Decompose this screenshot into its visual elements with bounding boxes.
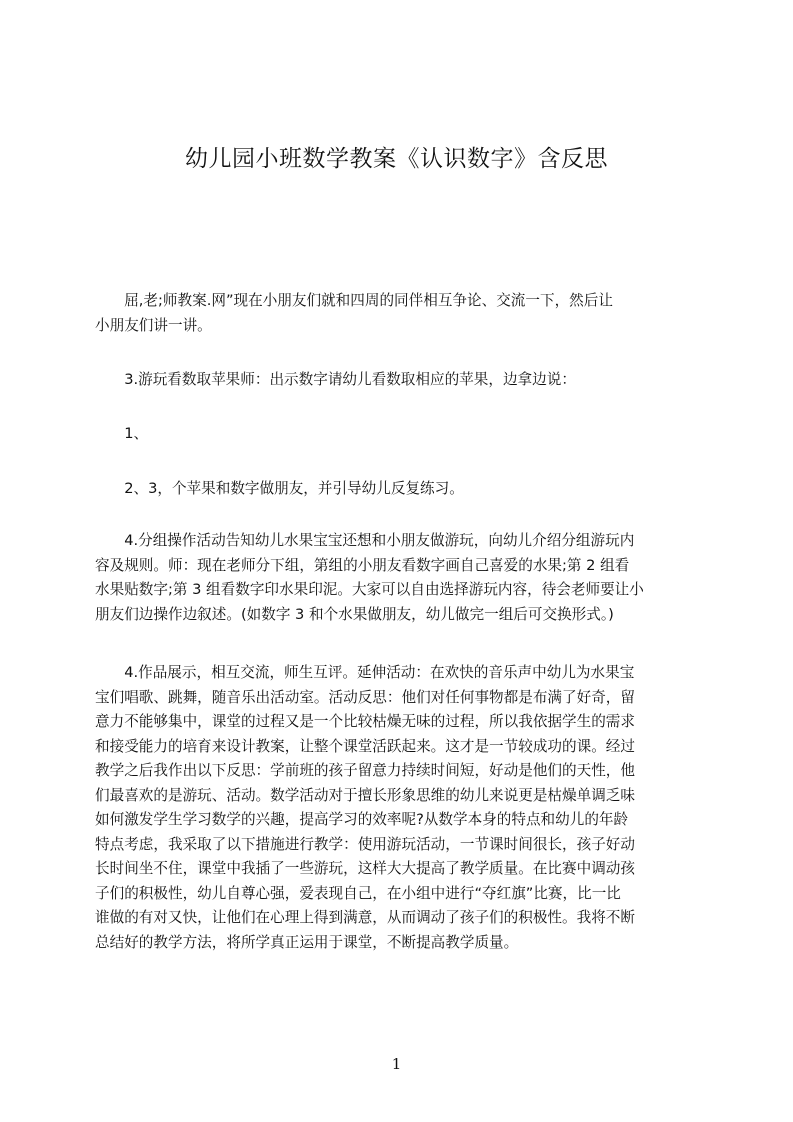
paragraph-line: 小朋友们讲一讲。	[95, 316, 212, 334]
paragraph-line: 总结好的教学方法，将所学真正运用于课堂，不断提高教学质量。	[95, 933, 519, 951]
paragraph-line: 2、3，个苹果和数字做朋友，并引导幼儿反复练习。	[95, 480, 464, 497]
paragraph-line: 水果贴数字;第 3 组看数字印水果印泥。大家可以自由选择游玩内容，待会老师要让小	[95, 581, 644, 598]
paragraph-5	[95, 529, 700, 627]
paragraph-line: 谁做的有对又快，让他们在心理上得到满意，从而调动了孩子们的积极性。我将不断	[95, 909, 635, 926]
paragraph-4	[95, 477, 700, 502]
paragraph-line: 特点考虑，我采取了以下措施进行教学：使用游玩活动，一节课时间很长，孩子好动	[95, 835, 635, 853]
paragraph-line: 意力不能够集中，课堂的过程又是一个比较枯燥无味的过程，所以我依据学生的需求	[95, 713, 635, 730]
paragraph-line: 长时间坐不住，课堂中我插了一些游玩，这样大大提高了教学质量。在比赛中调动孩	[95, 860, 635, 877]
paragraph-line: 3.游玩看数取苹果师：出示数字请幼儿看数取相应的苹果，边拿边说：	[95, 371, 576, 388]
paragraph-6	[95, 661, 700, 955]
page-number: 1	[391, 1055, 402, 1073]
paragraph-line: 容及规则。师：现在老师分下组，第组的小朋友看数字画自己喜爱的水果;第 2 组看	[95, 556, 630, 574]
paragraph-line: 屈,老;师教案.网”现在小朋友们就和四周的同伴相互争论、交流一下，然后让	[95, 292, 613, 309]
paragraph-line: 宝们唱歌、跳舞，随音乐出活动室。活动反思：他们对任何事物都是布满了好奇，留	[95, 688, 635, 706]
paragraph-1	[95, 289, 700, 338]
paragraph-3	[95, 422, 700, 447]
page-title: 幼儿园小班数学教案《认识数字》含反思	[185, 146, 608, 172]
paragraph-line: 如何激发学生学习数学的兴趣，提高学习的效率呢?从数学本身的特点和幼儿的年龄	[95, 811, 629, 828]
paragraph-line: 子们的积极性，幼儿自尊心强，爱表现自己，在小组中进行“夺红旗”比赛，比一比	[95, 884, 621, 902]
paragraph-line: 朋友们边操作边叙述。(如数字 3 和个水果做朋友，幼儿做完一组后可交换形式。)	[95, 605, 614, 623]
paragraph-line: 教学之后我作出以下反思：学前班的孩子留意力持续时间短，好动是他们的天性，他	[95, 762, 635, 779]
paragraph-line: 4.分组操作活动告知幼儿水果宝宝还想和小朋友做游玩，向幼儿介绍分组游玩内	[95, 532, 635, 549]
paragraph-line: 们最喜欢的是游玩、活动。数学活动对于擅长形象思维的幼儿来说更是枯燥单调乏味	[95, 786, 635, 804]
paragraph-line: 4.作品展示，相互交流，师生互评。延伸活动：在欢快的音乐声中幼儿为水果宝	[95, 664, 635, 681]
paragraph-line: 1、	[95, 425, 149, 442]
paragraph-line: 和接受能力的培育来设计教案，让整个课堂活跃起来。这才是一节较成功的课。经过	[95, 737, 635, 755]
paragraph-2	[95, 368, 700, 393]
